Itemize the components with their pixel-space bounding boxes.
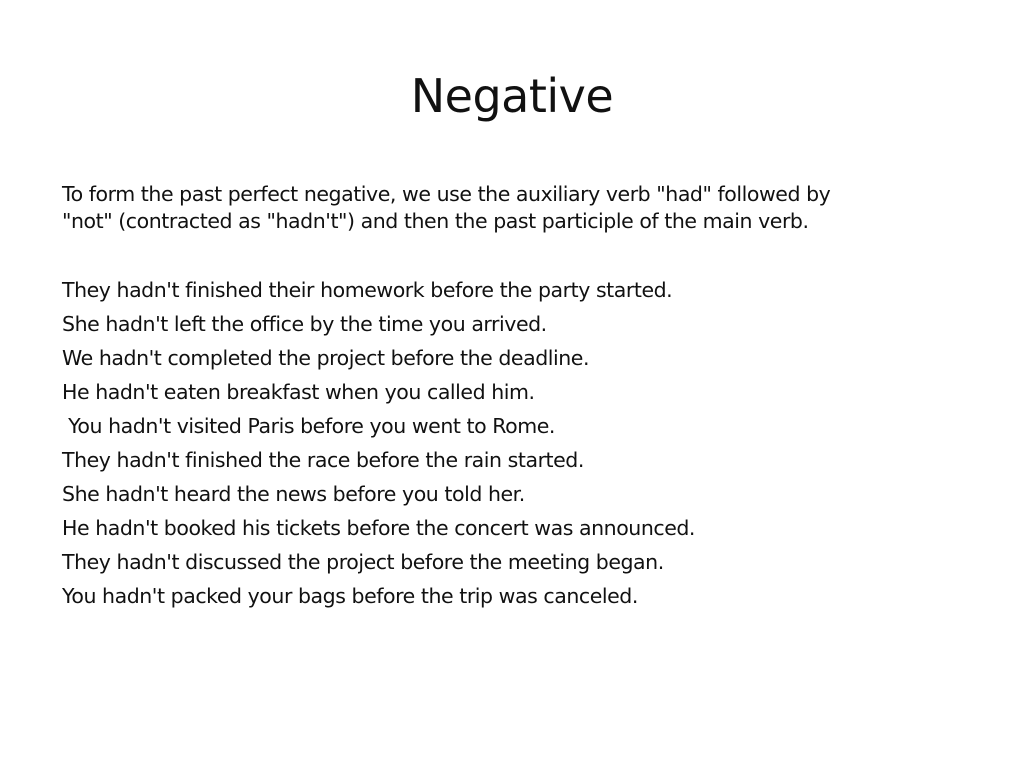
- example-sentence: She hadn't heard the news before you told her.: [62, 482, 525, 506]
- example-sentence: They hadn't finished their homework before the party started.: [62, 278, 673, 302]
- example-sentence: They hadn't finished the race before the rain started.: [62, 448, 584, 472]
- example-sentence: You hadn't packed your bags before the trip was canceled.: [62, 584, 638, 608]
- example-sentence: They hadn't discussed the project before the meeting began.: [62, 550, 664, 574]
- example-sentence: He hadn't eaten breakfast when you called him.: [62, 380, 535, 404]
- example-sentence: We hadn't completed the project before the deadline.: [62, 346, 590, 370]
- slide-title: Negative: [410, 69, 614, 123]
- example-sentence: You hadn't visited Paris before you went to Rome.: [62, 414, 555, 438]
- example-sentence-list: [62, 273, 992, 613]
- slide-body: [62, 181, 992, 613]
- intro-paragraph: To form the past perfect negative, we use the auxiliary verb "had" followed by "not" (contracted as "hadn't") and then the past participle of the main verb.: [62, 182, 831, 233]
- example-sentence: She hadn't left the office by the time you arrived.: [62, 312, 547, 336]
- example-sentence: He hadn't booked his tickets before the concert was announced.: [62, 516, 695, 540]
